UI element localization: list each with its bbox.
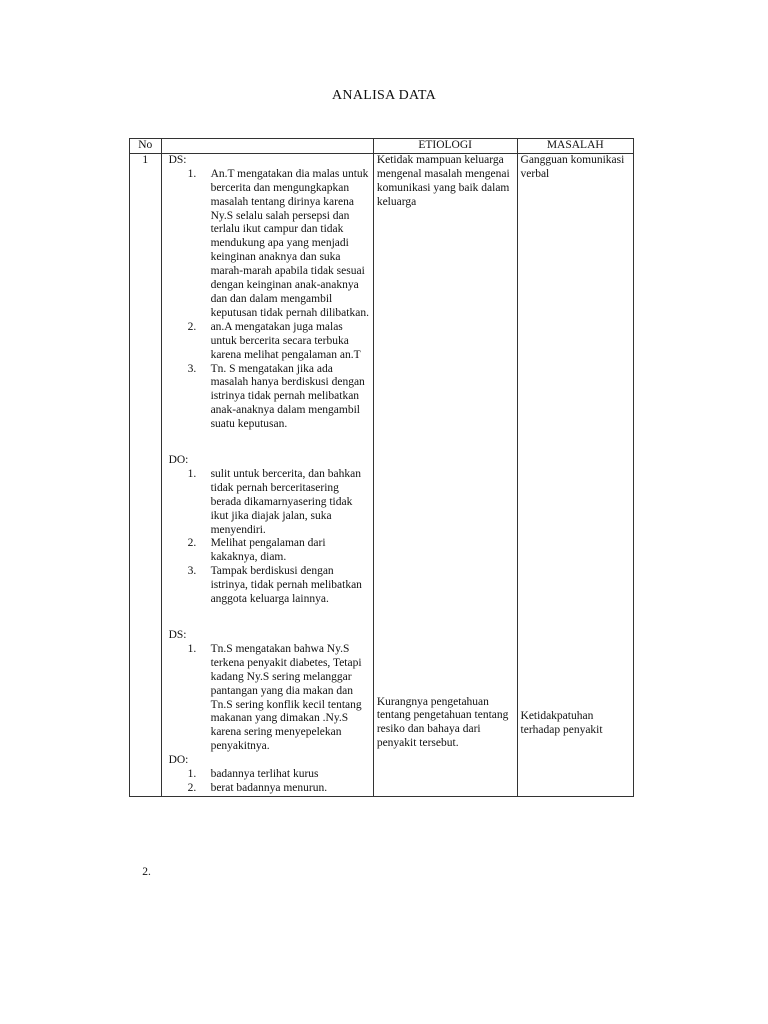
- etiologi-text: Ketidak mampuan keluarga mengenal masalah mengenai komunikasi yang baik dalam keluarga: [376, 153, 510, 208]
- etiologi-cell: [373, 153, 517, 796]
- ds-label: DS:: [168, 629, 187, 641]
- header-etiologi: ETIOLOGI: [373, 139, 517, 154]
- header-data: [161, 139, 373, 154]
- ds-list: [165, 643, 370, 754]
- list-item: Tn.S mengatakan bahwa Ny.S terkena penyakit diabetes, Tetapi kadang Ny.S sering melanggar pantangan yang dia makan dan Tn.S sering konflik kecil tentang makanan yang dimakan .Ny.S karena sering menyepelekan penyakitnya.: [210, 642, 362, 753]
- list-item: badannya terlihat kurus: [210, 768, 319, 781]
- do-list: [165, 768, 370, 796]
- list-item: Tampak berdiskusi dengan istrinya, tidak pernah melibatkan anggota keluarga lainnya.: [210, 565, 362, 606]
- list-item: an.A mengatakan juga malas untuk bercerita secara terbuka karena melihat pengalaman an.T: [210, 320, 361, 361]
- ds-label: DS:: [168, 153, 187, 166]
- row-number: 1: [130, 153, 162, 796]
- header-no: No: [130, 139, 162, 154]
- list-item: An.T mengatakan dia malas untuk bercerita dan mengungkapkan masalah tentang dirinya karena Ny.S selalu salah persepsi dan terlalu ikut campur dan tidak mendukung apa yang menjadi keinginan anaknya dan suka marah-marah apabila tidak sesuai dengan keinginan anak-anaknya dan dan dalam mengambil keputusan tidak pernah dilibatkan.: [210, 167, 369, 319]
- ds-list: [165, 168, 370, 432]
- data-cell: [161, 153, 373, 796]
- masalah-cell: [517, 153, 633, 796]
- list-item: Melihat pengalaman dari kakaknya, diam.: [210, 537, 326, 564]
- etiologi-text: Kurangnya pengetahuan tentang pengetahuan tentang resiko dan bahaya dari penyakit tersebut.: [376, 695, 509, 750]
- table-row: [130, 153, 634, 796]
- row-number: 2.: [142, 866, 151, 878]
- list-item: Tn. S mengatakan jika ada masalah hanya berdiskusi dengan istrinya tidak pernah melibatkan anak-anaknya dalam mengambil suatu keputusan.: [210, 362, 365, 431]
- do-list: [165, 468, 370, 607]
- list-item: sulit untuk bercerita, dan bahkan tidak pernah berceritasering berada dikamarnyasering tidak ikut jika diajak jalan, suka menyendiri.: [210, 467, 361, 536]
- analysis-table: [129, 138, 634, 797]
- table-header-row: [130, 139, 634, 154]
- page-title: ANALISA DATA: [332, 88, 436, 103]
- do-label: DO:: [168, 754, 189, 767]
- list-item: berat badannya menurun.: [210, 781, 328, 794]
- header-masalah: MASALAH: [517, 139, 633, 154]
- masalah-text: Gangguan komunikasi verbal: [520, 153, 625, 180]
- do-label: DO:: [168, 454, 189, 467]
- masalah-text: Ketidakpatuhan terhadap penyakit: [520, 709, 603, 736]
